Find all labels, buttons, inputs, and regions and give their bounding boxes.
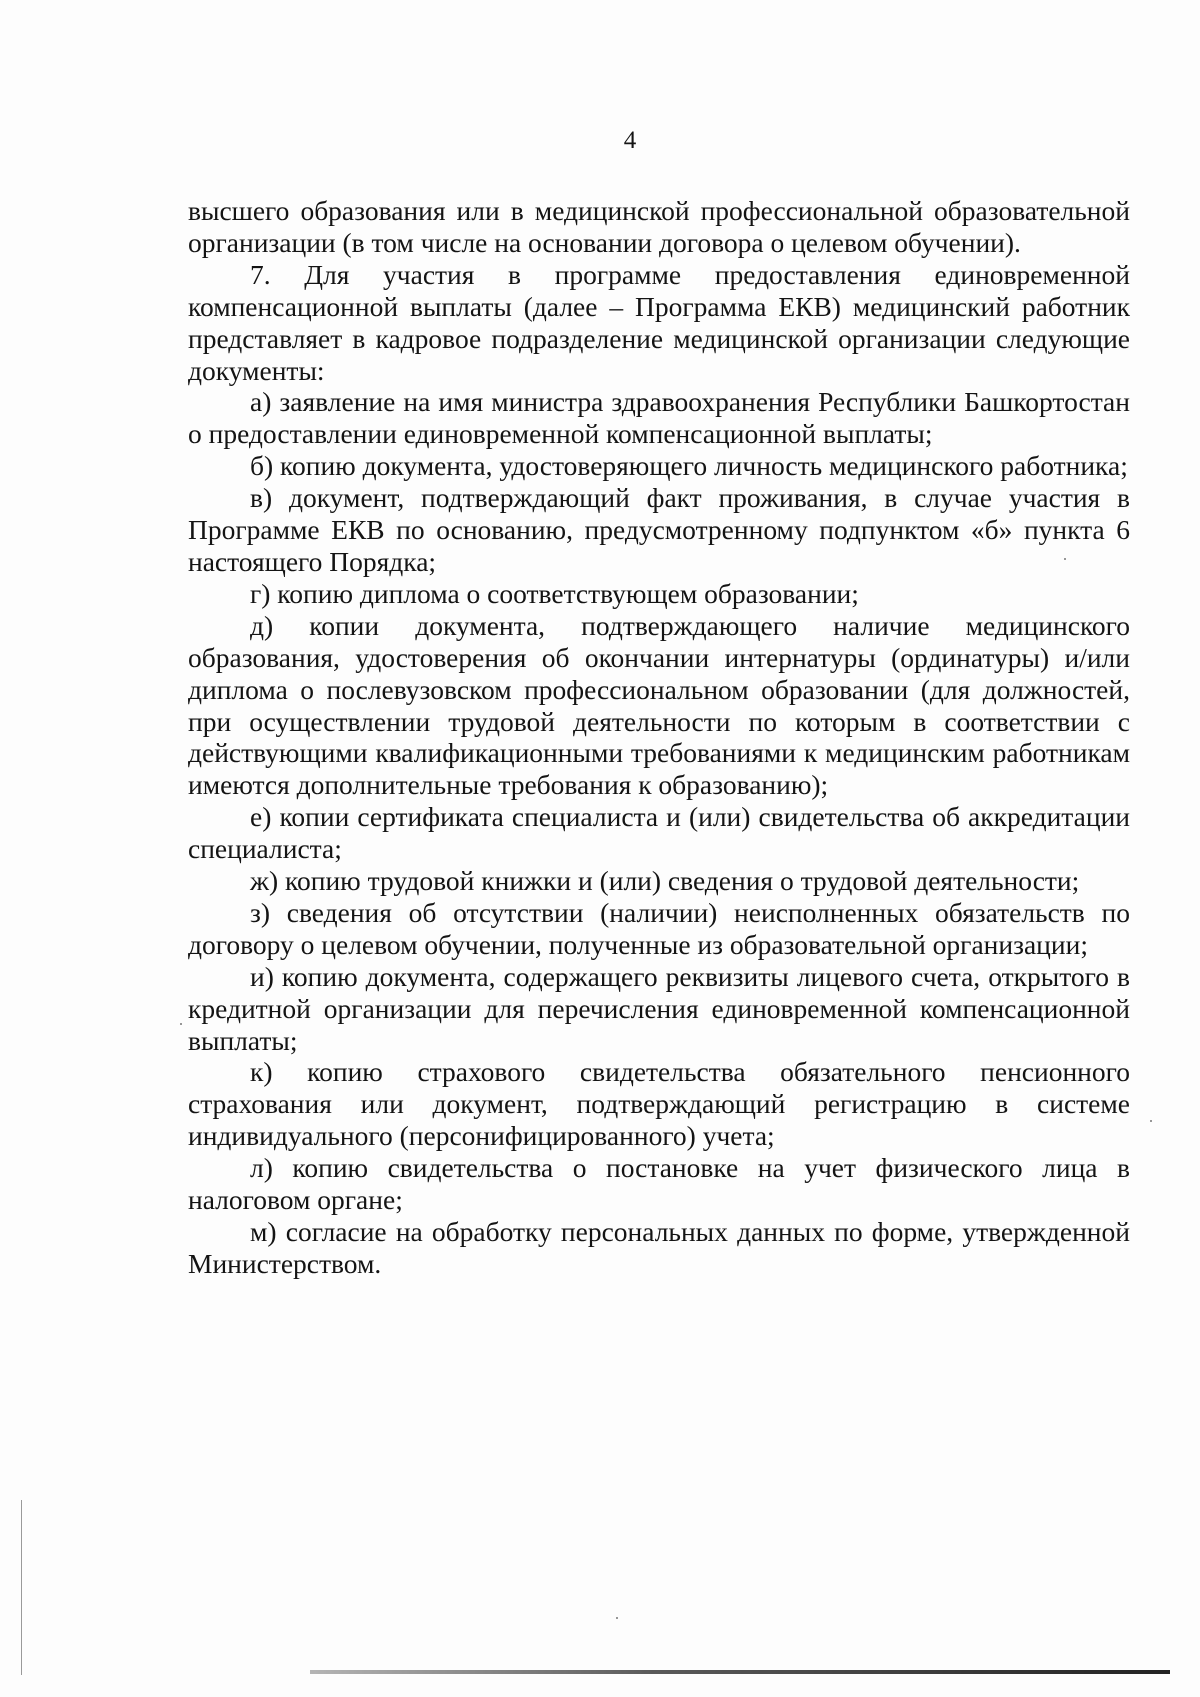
- paragraph: м) согласие на обработку персональных данных по форме, утвержденной Министерством.: [188, 1216, 1130, 1279]
- paragraph: д) копии документа, подтверждающего наличие медицинского образования, удостоверения об окончании интернатуры (ординатуры) и/или диплома о послевузовском профессиональном образовании (для должностей, при осуществлении трудовой деятельности по которым в соответствии с действующими квалификационными требованиями к медицинским работникам имеются дополнительные требования к образованию);: [188, 609, 1130, 801]
- paragraph: высшего образования или в медицинской профессиональной образовательной организации (в том числе на основании договора о целевом обучении).: [188, 195, 1130, 258]
- paragraph: з) сведения об отсутствии (наличии) неисполненных обязательств по договору о целевом обучении, полученные из образовательной организации;: [188, 896, 1130, 960]
- paragraph: г) копию диплома о соответствующем образовании;: [250, 577, 859, 609]
- scan-edge-left: [21, 1500, 22, 1675]
- paragraph: к) копию страхового свидетельства обязательного пенсионного страхования или документ, подтверждающий регистрацию в системе индивидуального (персонифицированного) учета;: [188, 1056, 1130, 1152]
- paragraph: б) копию документа, удостоверяющего личность медицинского работника;: [250, 450, 1128, 482]
- scan-speck: [616, 1617, 618, 1619]
- scan-edge-bottom: [310, 1670, 1170, 1674]
- scan-speck: [1064, 558, 1066, 560]
- paragraph: 7. Для участия в программе предоставления единовременной компенсационной выплаты (далее – Программа ЕКВ) медицинский работник представляет в кадровое подразделение медицинской организации следующие документы:: [188, 258, 1130, 386]
- document-body: [188, 195, 1130, 1280]
- paragraph: е) копии сертификата специалиста и (или) свидетельства об аккредитации специалиста;: [188, 801, 1130, 865]
- paragraph: а) заявление на имя министра здравоохранения Республики Башкортостан о предоставлении единовременной компенсационной выплаты;: [188, 386, 1130, 450]
- scan-speck: [1150, 1120, 1152, 1122]
- paragraph: и) копию документа, содержащего реквизиты лицевого счета, открытого в кредитной организации для перечисления единовременной компенсационной выплаты;: [188, 960, 1130, 1056]
- page-number: 4: [623, 127, 637, 154]
- paragraph: л) копию свидетельства о постановке на учет физического лица в налоговом органе;: [188, 1152, 1130, 1216]
- scan-speck: [180, 1023, 182, 1025]
- paragraph: ж) копию трудовой книжки и (или) сведения о трудовой деятельности;: [250, 865, 1080, 897]
- paragraph: в) документ, подтверждающий факт проживания, в случае участия в Программе ЕКВ по основанию, предусмотренному подпунктом «б» пункта 6 настоящего Порядка;: [188, 482, 1130, 577]
